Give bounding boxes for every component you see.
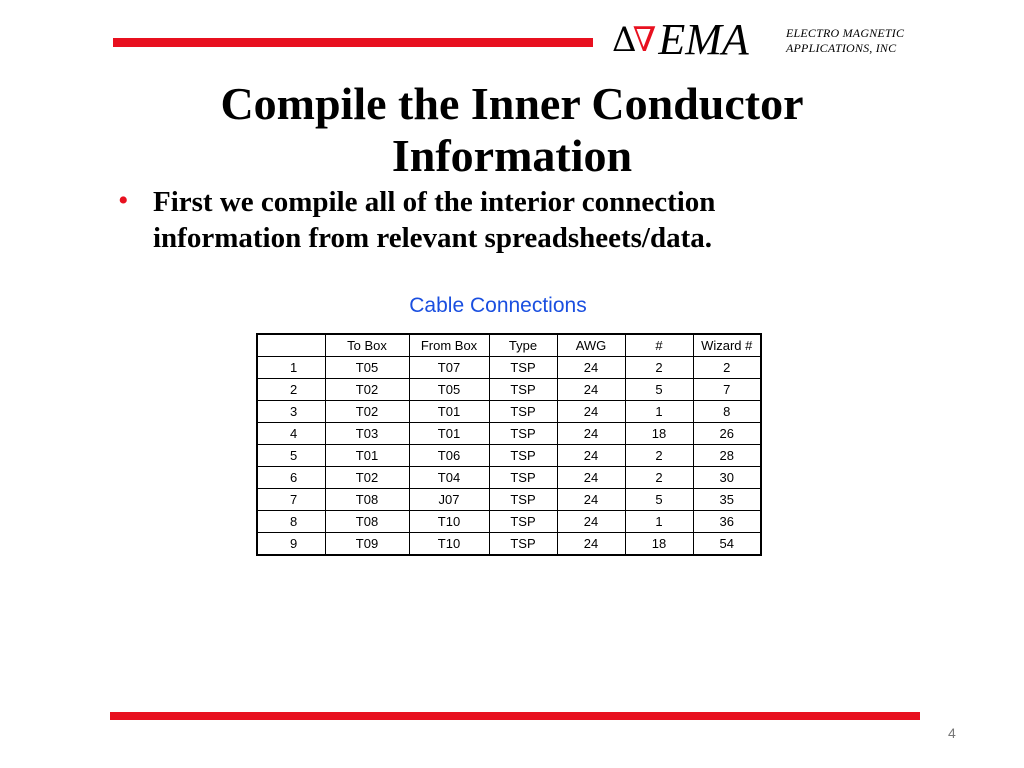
table-cell: T05 — [325, 357, 409, 379]
row-index-cell: 4 — [257, 423, 325, 445]
tagline-line-1: ELECTRO MAGNETIC — [786, 26, 905, 40]
table-cell: 1 — [625, 401, 693, 423]
table-cell: 24 — [557, 533, 625, 556]
row-index-cell: 3 — [257, 401, 325, 423]
table-cell: 18 — [625, 533, 693, 556]
table-cell: T07 — [409, 357, 489, 379]
page-number: 4 — [948, 725, 956, 741]
table-cell: TSP — [489, 357, 557, 379]
table-cell: J07 — [409, 489, 489, 511]
table-cell: T04 — [409, 467, 489, 489]
table-cell: T01 — [409, 423, 489, 445]
column-header: Type — [489, 334, 557, 357]
table-cell: T02 — [325, 401, 409, 423]
bullet-dot-icon: • — [118, 184, 129, 217]
nabla-icon: ∇ — [632, 20, 657, 60]
table-row — [257, 357, 761, 379]
table-cell: T03 — [325, 423, 409, 445]
table-row — [257, 489, 761, 511]
table-caption: Cable Connections — [409, 294, 587, 317]
table-cell: 24 — [557, 467, 625, 489]
table-cell: T02 — [325, 467, 409, 489]
table-cell: T08 — [325, 511, 409, 533]
row-index-cell: 6 — [257, 467, 325, 489]
title-line-1: Compile the Inner Conductor — [220, 78, 804, 129]
table-cell: T08 — [325, 489, 409, 511]
table-cell: 2 — [625, 357, 693, 379]
table-cell: 2 — [625, 467, 693, 489]
delta-icon: Δ — [612, 20, 637, 60]
table-row — [257, 423, 761, 445]
table-row — [257, 445, 761, 467]
table-row — [257, 401, 761, 423]
table-cell: TSP — [489, 445, 557, 467]
table-cell: TSP — [489, 533, 557, 556]
column-header: Wizard # — [693, 334, 761, 357]
table-cell: T10 — [409, 511, 489, 533]
table-cell: 54 — [693, 533, 761, 556]
row-index-cell: 7 — [257, 489, 325, 511]
row-index-cell: 9 — [257, 533, 325, 556]
table-cell: T01 — [409, 401, 489, 423]
company-tagline — [786, 26, 904, 56]
table-cell: 24 — [557, 445, 625, 467]
table-cell: 26 — [693, 423, 761, 445]
row-index-cell: 2 — [257, 379, 325, 401]
row-index-cell: 5 — [257, 445, 325, 467]
column-header: # — [625, 334, 693, 357]
top-red-bar — [113, 38, 593, 47]
table-cell: T09 — [325, 533, 409, 556]
table-row — [257, 511, 761, 533]
table-cell: 24 — [557, 357, 625, 379]
table-cell: TSP — [489, 423, 557, 445]
table-cell: T05 — [409, 379, 489, 401]
bullet-text — [153, 184, 715, 256]
table-cell: 2 — [625, 445, 693, 467]
table-cell: 24 — [557, 423, 625, 445]
table-cell: 36 — [693, 511, 761, 533]
table-cell: TSP — [489, 467, 557, 489]
tagline-line-2: APPLICATIONS, INC — [786, 41, 897, 55]
table-cell: T02 — [325, 379, 409, 401]
table-cell: TSP — [489, 379, 557, 401]
bottom-red-bar — [110, 712, 920, 720]
bullet-point — [118, 184, 838, 256]
table-cell: 5 — [625, 489, 693, 511]
logo-text: EMA — [658, 15, 749, 64]
table-cell: 35 — [693, 489, 761, 511]
table-cell: 24 — [557, 379, 625, 401]
table-cell: 28 — [693, 445, 761, 467]
table-cell: T06 — [409, 445, 489, 467]
table-row — [257, 533, 761, 556]
bullet-line-2: information from relevant spreadsheets/data. — [153, 222, 713, 254]
table-cell: 18 — [625, 423, 693, 445]
table-cell: 30 — [693, 467, 761, 489]
column-header: From Box — [409, 334, 489, 357]
table-row — [257, 379, 761, 401]
table-cell: T01 — [325, 445, 409, 467]
table-cell: TSP — [489, 489, 557, 511]
table-cell: TSP — [489, 401, 557, 423]
ema-logo — [612, 14, 749, 64]
slide-title — [150, 78, 874, 182]
table-cell: 2 — [693, 357, 761, 379]
column-header — [257, 334, 325, 357]
table-cell: 24 — [557, 511, 625, 533]
table-cell: TSP — [489, 511, 557, 533]
table-cell: 8 — [693, 401, 761, 423]
row-index-cell: 1 — [257, 357, 325, 379]
table-cell: 24 — [557, 401, 625, 423]
row-index-cell: 8 — [257, 511, 325, 533]
cable-connections-table — [256, 333, 762, 556]
bullet-line-1: First we compile all of the interior connection — [153, 186, 716, 218]
table-header-row — [257, 334, 761, 357]
table-cell: 1 — [625, 511, 693, 533]
table-cell: 5 — [625, 379, 693, 401]
column-header: AWG — [557, 334, 625, 357]
table-cell: 7 — [693, 379, 761, 401]
title-line-2: Information — [391, 130, 633, 181]
table-cell: T10 — [409, 533, 489, 556]
column-header: To Box — [325, 334, 409, 357]
table-cell: 24 — [557, 489, 625, 511]
table-row — [257, 467, 761, 489]
